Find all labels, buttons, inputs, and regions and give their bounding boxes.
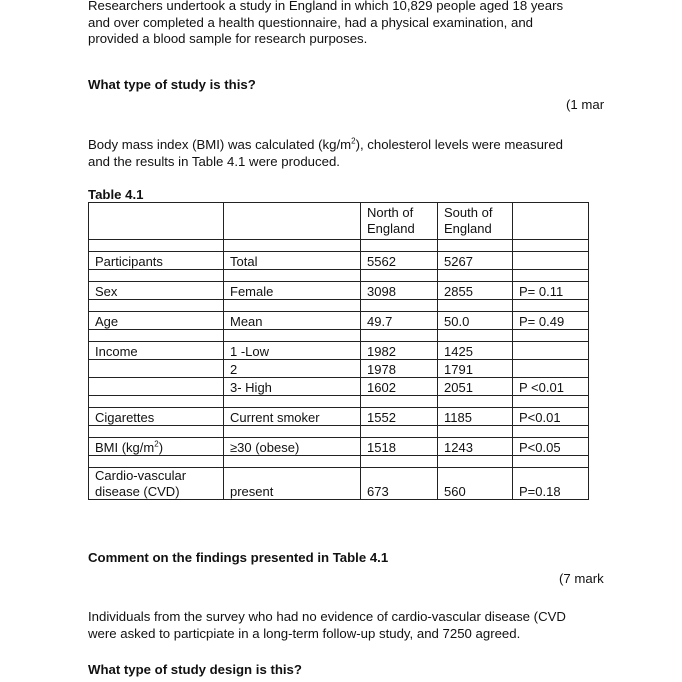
bmi-paragraph-after: ), cholesterol levels were measured and the results in Table 4.1 were produced.: [88, 137, 563, 169]
bmi-label-text: BMI (kg/m: [95, 439, 155, 455]
table-cell: [89, 360, 224, 378]
table-row: [89, 342, 589, 360]
table-header-row: [89, 203, 589, 240]
table-row: [89, 282, 589, 300]
north-income-1: 1982: [361, 342, 438, 360]
table-row: [89, 360, 589, 378]
marks-q2: (7 mark: [559, 571, 604, 586]
bmi-label-close: ): [158, 439, 164, 455]
row-label-participants: Participants: [89, 252, 224, 270]
north-sex: 3098: [361, 282, 438, 300]
north-cigarettes: 1552: [361, 408, 438, 426]
row-sub-bmi: ≥30 (obese): [224, 438, 361, 456]
south-income-3: 2051: [438, 378, 513, 396]
p-participants: [513, 252, 589, 270]
table-cell: [513, 203, 589, 240]
table-title: Table 4.1: [88, 187, 144, 202]
row-label-sex: Sex: [89, 282, 224, 300]
south-bmi: 1243: [438, 438, 513, 456]
table-row: [89, 468, 589, 500]
header-south-line1: South of: [444, 205, 493, 220]
south-income-1: 1425: [438, 342, 513, 360]
row-label-bmi: [89, 438, 224, 456]
row-label-cigarettes: Cigarettes: [89, 408, 224, 426]
p-cvd: P=0.18: [513, 468, 589, 500]
bmi-paragraph-sup: 2: [351, 136, 356, 146]
results-table: [88, 202, 589, 500]
table-cell: [89, 203, 224, 240]
header-north: [361, 203, 438, 240]
table-row: [89, 408, 589, 426]
south-age: 50.0: [438, 312, 513, 330]
south-income-2: 1791: [438, 360, 513, 378]
row-sub-income-2: 2: [224, 360, 361, 378]
table-row: [89, 312, 589, 330]
north-cvd: 673: [361, 468, 438, 500]
bmi-paragraph-before: Body mass index (BMI) was calculated (kg/m: [88, 137, 352, 152]
south-cvd: 560: [438, 468, 513, 500]
header-south-line2: England: [444, 220, 492, 236]
cvd-label-line1: Cardio-vascular: [95, 468, 187, 483]
table-cell: [89, 378, 224, 396]
row-sub-sex: Female: [224, 282, 361, 300]
bmi-paragraph: [88, 137, 618, 170]
header-south: [438, 203, 513, 240]
row-sub-cigarettes: Current smoker: [224, 408, 361, 426]
question-study-type: What type of study is this?: [88, 77, 256, 92]
south-cigarettes: 1185: [438, 408, 513, 426]
table-row: [89, 252, 589, 270]
row-label-age: Age: [89, 312, 224, 330]
marks-q1: (1 mar: [566, 97, 605, 112]
table-cell: [513, 360, 589, 378]
p-cigarettes: P<0.01: [513, 408, 589, 426]
table-row: [89, 438, 589, 456]
north-participants: 5562: [361, 252, 438, 270]
north-age: 49.7: [361, 312, 438, 330]
intro-paragraph: Researchers undertook a study in England in which 10,829 people aged 18 years and over completed a health questionnaire, had a physical examination, and provided a blood sample for research purposes.: [88, 0, 564, 46]
north-income-3: 1602: [361, 378, 438, 396]
row-sub-cvd: present: [224, 468, 361, 500]
cvd-label-line2: disease (CVD): [95, 483, 180, 499]
table-cell: [224, 203, 361, 240]
question-comment-findings: Comment on the findings presented in Table 4.1: [88, 550, 389, 565]
row-label-income: Income: [89, 342, 224, 360]
header-north-line2: England: [367, 220, 415, 236]
north-bmi: 1518: [361, 438, 438, 456]
south-participants: 5267: [438, 252, 513, 270]
question-study-design: What type of study design is this?: [88, 662, 302, 677]
table-row: [89, 378, 589, 396]
row-sub-participants: Total: [224, 252, 361, 270]
p-bmi: P<0.05: [513, 438, 589, 456]
p-sex: P= 0.11: [513, 282, 589, 300]
table-cell: [513, 342, 589, 360]
bmi-label-sup: 2: [154, 439, 159, 449]
p-income: P <0.01: [513, 378, 589, 396]
south-sex: 2855: [438, 282, 513, 300]
followup-paragraph: Individuals from the survey who had no evidence of cardio-vascular disease (CVD were asked to particpiate in a long-term follow-up study, and 7250 agreed.: [88, 609, 566, 641]
row-sub-income-3: 3- High: [224, 378, 361, 396]
row-sub-age: Mean: [224, 312, 361, 330]
header-north-line1: North of: [367, 205, 414, 220]
p-age: P= 0.49: [513, 312, 589, 330]
row-label-cvd: [89, 468, 224, 500]
row-sub-income-1: 1 -Low: [224, 342, 361, 360]
north-income-2: 1978: [361, 360, 438, 378]
